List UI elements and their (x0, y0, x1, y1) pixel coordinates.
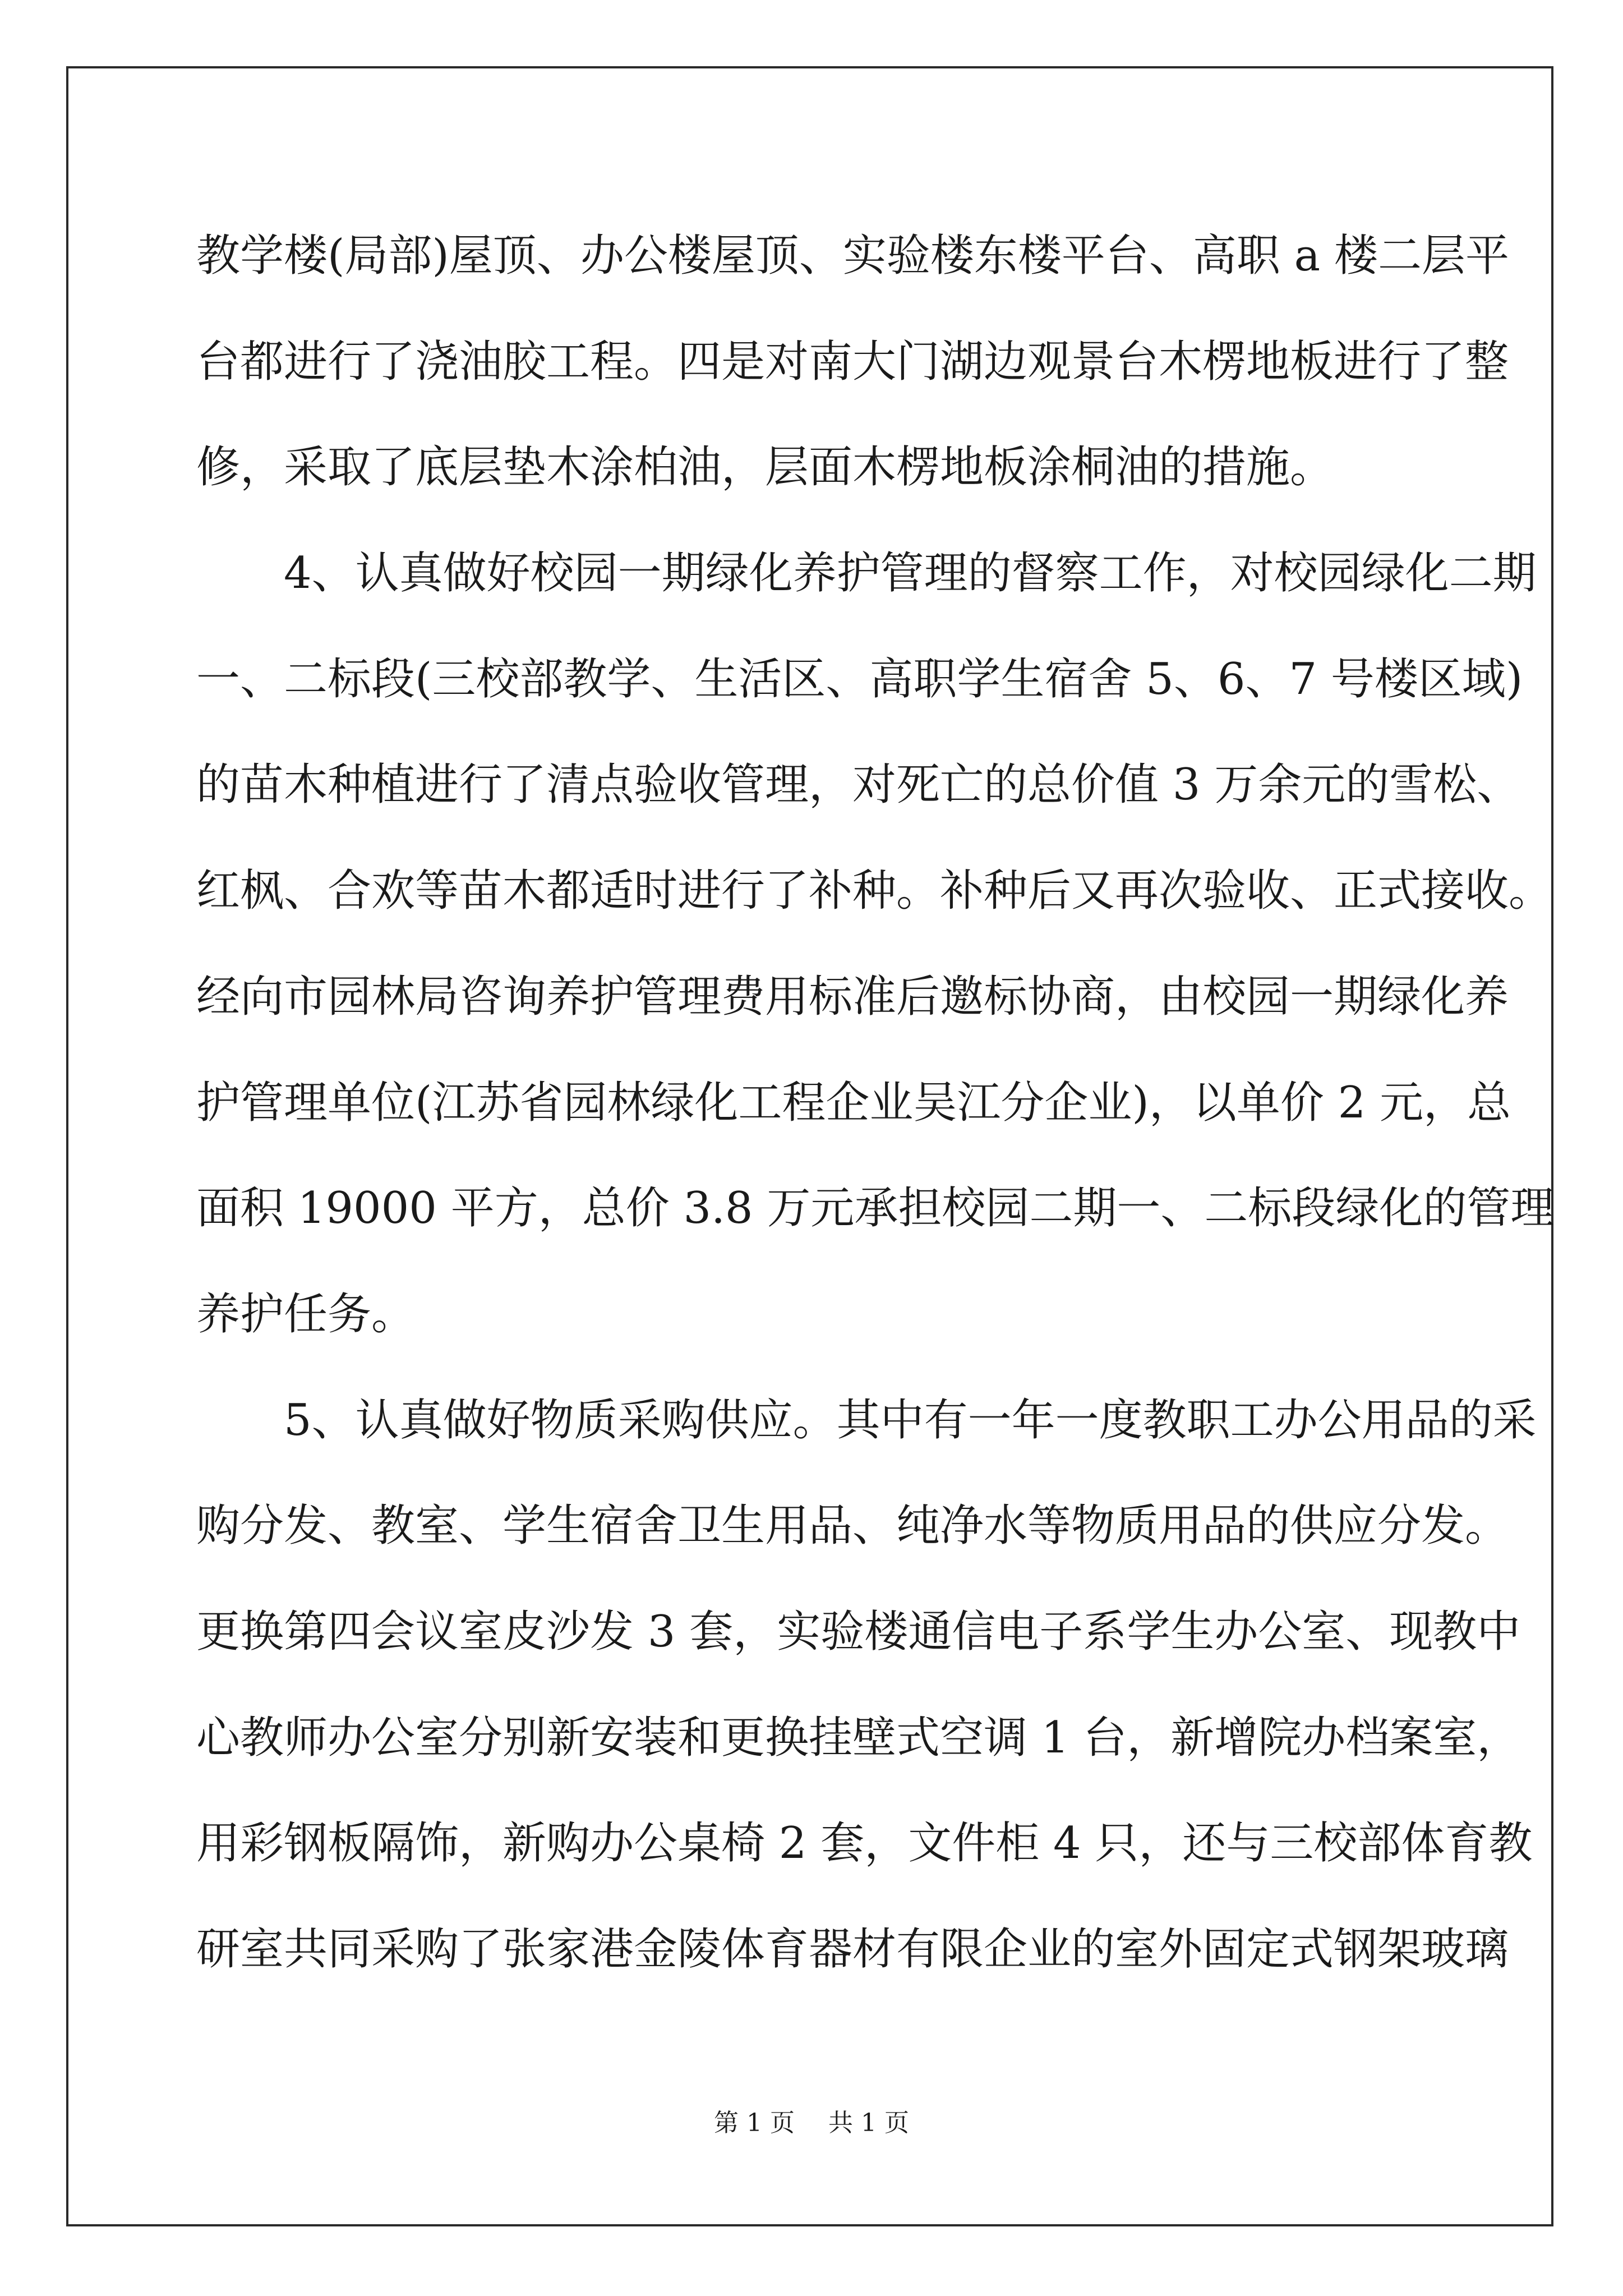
text-line: 更换第四会议室皮沙发 3 套，实验楼通信电子系学生办公室、现教中 (196, 1606, 1521, 1657)
text-line: 养护任务。 (196, 1289, 416, 1340)
text-line: 5、认真做好物质采购供应。其中有一年一度教职工办公用品的采 (284, 1395, 1537, 1446)
text-line: 研室共同采购了张家港金陵体育器材有限企业的室外固定式钢架玻璃 (196, 1924, 1509, 1975)
text-line: 一、二标段(三校部教学、生活区、高职学生宿舍 5、6、7 号楼区域) (196, 654, 1523, 705)
text-line: 红枫、合欢等苗木都适时进行了补种。补种后又再次验收、正式接收。 (196, 866, 1553, 917)
text-line: 的苗木种植进行了清点验收管理，对死亡的总价值 3 万余元的雪松、 (196, 760, 1521, 811)
text-line: 4、认真做好校园一期绿化养护管理的督察工作，对校园绿化二期 (284, 548, 1537, 599)
text-line: 修，采取了底层垫木涂柏油，层面木楞地板涂桐油的措施。 (196, 442, 1334, 493)
page-total: 共 1 页 (828, 2109, 909, 2137)
page-footer (0, 2106, 1623, 2140)
text-line: 面积 19000 平方，总价 3.8 万元承担校园二期一、二标段绿化的管理 (196, 1183, 1555, 1234)
text-line: 教学楼(局部)屋顶、办公楼屋顶、实验楼东楼平台、高职 a 楼二层平 (196, 231, 1509, 281)
text-line: 经向市园林局咨询养护管理费用标准后邀标协商，由校园一期绿化养 (196, 971, 1509, 1022)
document-body (196, 203, 1555, 2003)
text-line: 台都进行了浇油胶工程。四是对南大门湖边观景台木楞地板进行了整 (196, 336, 1509, 387)
text-line: 购分发、教室、学生宿舍卫生用品、纯净水等物质用品的供应分发。 (196, 1501, 1509, 1552)
text-line: 用彩钢板隔饰，新购办公桌椅 2 套，文件柜 4 只，还与三校部体育教 (196, 1818, 1533, 1869)
page-number: 第 1 页 (714, 2109, 795, 2137)
text-line: 护管理单位(江苏省园林绿化工程企业吴江分企业)，以单价 2 元，总 (196, 1077, 1511, 1128)
text-line: 心教师办公室分别新安装和更换挂壁式空调 1 台，新增院办档案室， (196, 1712, 1521, 1763)
